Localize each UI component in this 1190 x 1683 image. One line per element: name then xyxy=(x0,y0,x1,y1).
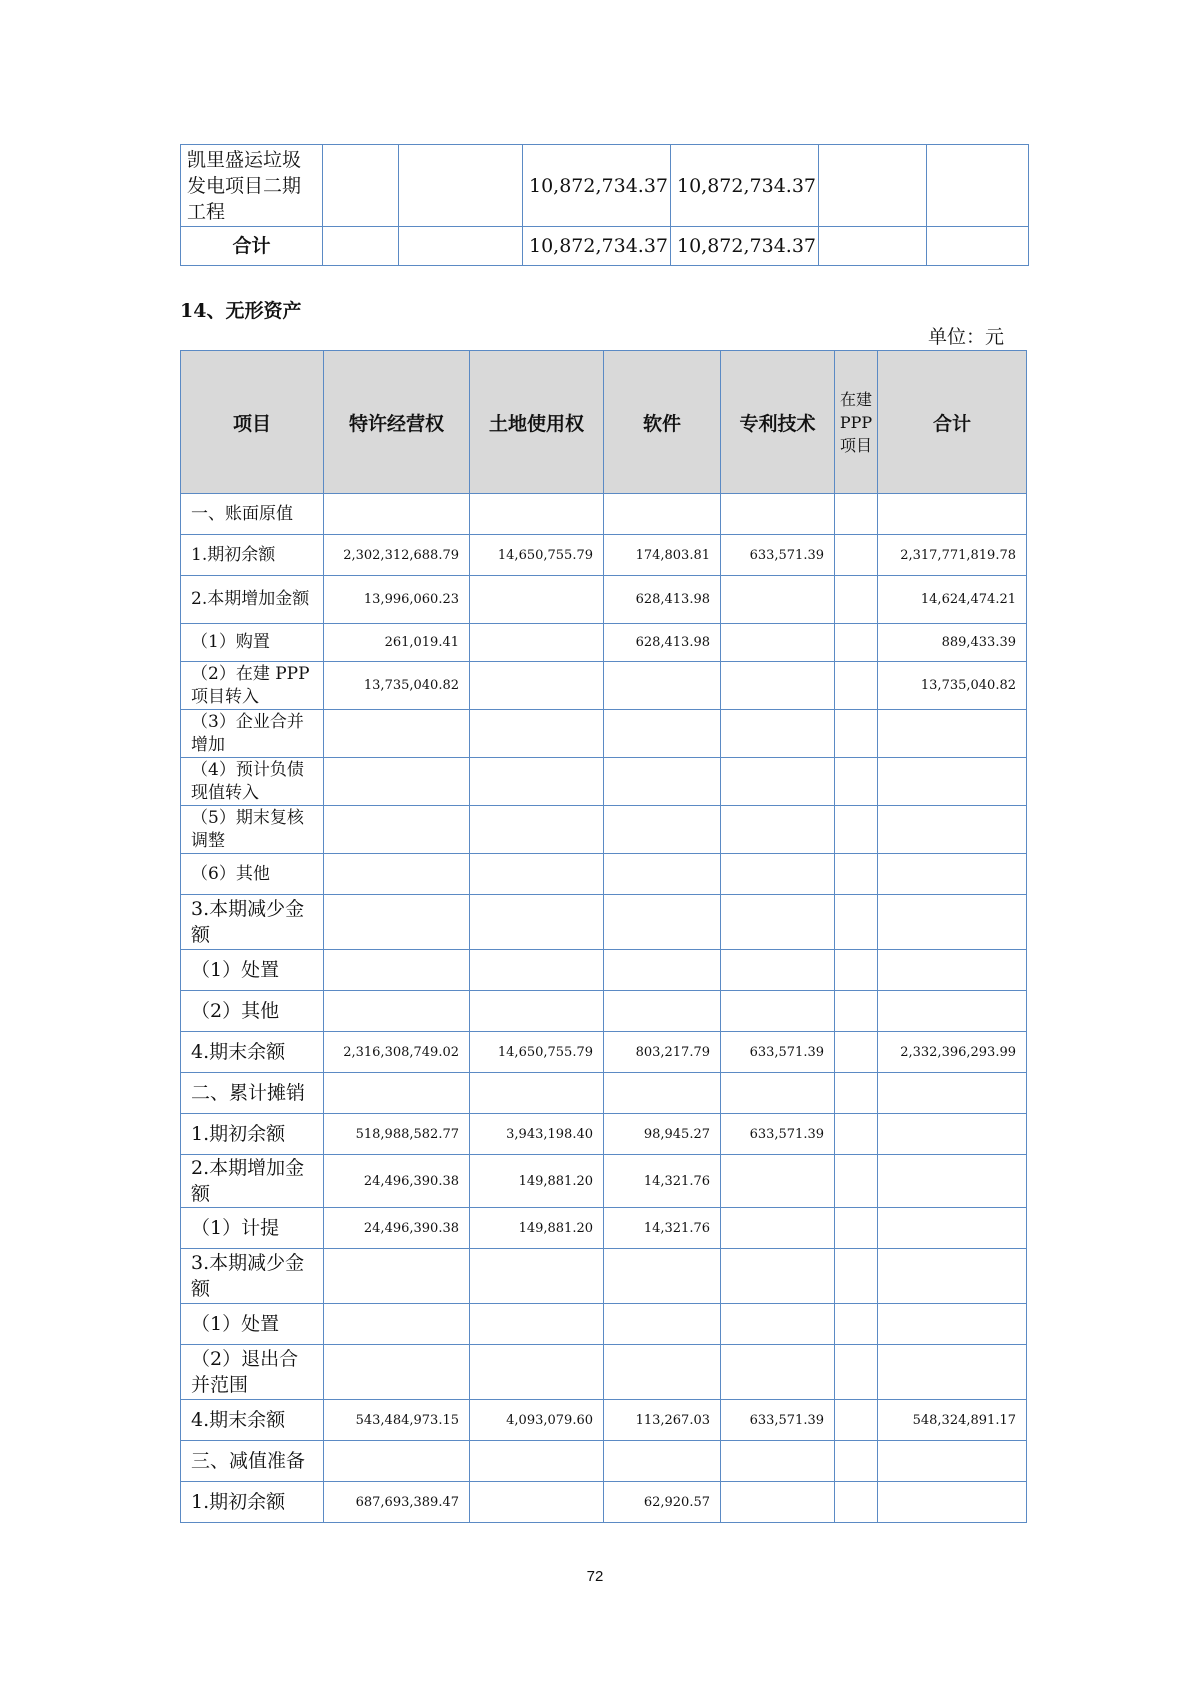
table-row xyxy=(181,494,1027,535)
row-label: （1）购置 xyxy=(181,624,324,662)
row-label: 2.本期增加金额 xyxy=(181,1155,324,1208)
cell-land xyxy=(470,950,604,991)
table-row xyxy=(181,576,1027,624)
cell xyxy=(323,145,399,227)
cell-land xyxy=(470,991,604,1032)
row-label: 一、账面原值 xyxy=(181,494,324,535)
table-row xyxy=(181,895,1027,950)
row-label: （4）预计负债现值转入 xyxy=(181,758,324,806)
cell-software: 113,267.03 xyxy=(604,1400,721,1441)
cell-franchise: 24,496,390.38 xyxy=(324,1155,470,1208)
cell-total xyxy=(878,1304,1027,1345)
cell-total xyxy=(878,895,1027,950)
cell-software: 98,945.27 xyxy=(604,1114,721,1155)
cell-ppp xyxy=(835,1345,878,1400)
cell-ppp xyxy=(835,1304,878,1345)
cell-land xyxy=(470,494,604,535)
cell-software xyxy=(604,710,721,758)
cell-franchise xyxy=(324,1249,470,1304)
cell-franchise: 13,735,040.82 xyxy=(324,662,470,710)
cell-ppp xyxy=(835,895,878,950)
cell-total xyxy=(878,758,1027,806)
cell-patent xyxy=(721,895,835,950)
cell-patent: 633,571.39 xyxy=(721,1400,835,1441)
cell-ppp xyxy=(835,1400,878,1441)
cell-software: 174,803.81 xyxy=(604,535,721,576)
cell-total: 14,624,474.21 xyxy=(878,576,1027,624)
table-row xyxy=(181,1032,1027,1073)
cell-franchise: 261,019.41 xyxy=(324,624,470,662)
construction-in-progress-table xyxy=(180,144,1029,266)
cell-total xyxy=(878,950,1027,991)
cell-patent xyxy=(721,1208,835,1249)
header-item: 项目 xyxy=(181,351,324,494)
cell-franchise xyxy=(324,895,470,950)
cell-patent xyxy=(721,1482,835,1523)
cell-ppp xyxy=(835,806,878,854)
cell-ppp xyxy=(835,662,878,710)
cell-software xyxy=(604,662,721,710)
cell-total xyxy=(878,1073,1027,1114)
cell-land xyxy=(470,624,604,662)
cell-land xyxy=(470,662,604,710)
header-row xyxy=(181,351,1027,494)
cell-franchise xyxy=(324,950,470,991)
cell-patent xyxy=(721,662,835,710)
cell-total xyxy=(878,1482,1027,1523)
table-row xyxy=(181,1155,1027,1208)
cell-total: 548,324,891.17 xyxy=(878,1400,1027,1441)
row-label: 3.本期减少金额 xyxy=(181,895,324,950)
table-row xyxy=(181,1304,1027,1345)
table-row xyxy=(181,1208,1027,1249)
table-row xyxy=(181,710,1027,758)
cell-ppp xyxy=(835,1441,878,1482)
row-label: 三、减值准备 xyxy=(181,1441,324,1482)
cell-patent xyxy=(721,576,835,624)
table-row xyxy=(181,1482,1027,1523)
cell-franchise: 687,693,389.47 xyxy=(324,1482,470,1523)
cell-land: 14,650,755.79 xyxy=(470,1032,604,1073)
cell-total xyxy=(878,991,1027,1032)
cell-total xyxy=(878,854,1027,895)
table-row xyxy=(181,535,1027,576)
table-row xyxy=(181,1345,1027,1400)
row-label: （2）其他 xyxy=(181,991,324,1032)
cell-software xyxy=(604,1249,721,1304)
cell-franchise: 543,484,973.15 xyxy=(324,1400,470,1441)
cell-franchise xyxy=(324,806,470,854)
cell-land: 149,881.20 xyxy=(470,1155,604,1208)
cell-land xyxy=(470,710,604,758)
cell-land xyxy=(470,854,604,895)
cell-land xyxy=(470,895,604,950)
unit-label: 单位：元 xyxy=(928,326,1005,348)
cell xyxy=(927,227,1029,266)
cell-franchise: 24,496,390.38 xyxy=(324,1208,470,1249)
cell-patent xyxy=(721,806,835,854)
cell-ppp xyxy=(835,624,878,662)
cell-land: 4,093,079.60 xyxy=(470,1400,604,1441)
cell-ppp xyxy=(835,991,878,1032)
row-label: （1）处置 xyxy=(181,950,324,991)
table-row xyxy=(181,1073,1027,1114)
cell-patent xyxy=(721,991,835,1032)
cell-franchise xyxy=(324,494,470,535)
cell xyxy=(323,227,399,266)
cell-ppp xyxy=(835,1073,878,1114)
cell-patent: 633,571.39 xyxy=(721,535,835,576)
cell-ppp xyxy=(835,1155,878,1208)
cell xyxy=(399,145,523,227)
row-label: （6）其他 xyxy=(181,854,324,895)
cell-software xyxy=(604,1304,721,1345)
cell-patent xyxy=(721,494,835,535)
cell-patent xyxy=(721,710,835,758)
cell-ppp xyxy=(835,1208,878,1249)
cell-software: 803,217.79 xyxy=(604,1032,721,1073)
cell-franchise xyxy=(324,1441,470,1482)
cell-ppp xyxy=(835,710,878,758)
cell-ppp xyxy=(835,1114,878,1155)
cell-franchise: 2,316,308,749.02 xyxy=(324,1032,470,1073)
table-row xyxy=(181,1441,1027,1482)
cell-software: 628,413.98 xyxy=(604,624,721,662)
cell-patent: 633,571.39 xyxy=(721,1114,835,1155)
cell-patent xyxy=(721,1155,835,1208)
cell-land xyxy=(470,758,604,806)
row-label: 1.期初余额 xyxy=(181,535,324,576)
row-label: （2）退出合并范围 xyxy=(181,1345,324,1400)
cell-software: 62,920.57 xyxy=(604,1482,721,1523)
cell-software: 14,321.76 xyxy=(604,1208,721,1249)
row-label: 1.期初余额 xyxy=(181,1482,324,1523)
table-row xyxy=(181,1249,1027,1304)
cell-patent xyxy=(721,758,835,806)
header-land: 土地使用权 xyxy=(470,351,604,494)
cell-software xyxy=(604,806,721,854)
cell-land: 14,650,755.79 xyxy=(470,535,604,576)
cell-total xyxy=(878,1208,1027,1249)
section-title: 14、无形资产 xyxy=(180,300,302,322)
header-patent: 专利技术 xyxy=(721,351,835,494)
cell-ppp xyxy=(835,576,878,624)
cell: 10,872,734.37 xyxy=(671,145,819,227)
table-row xyxy=(181,854,1027,895)
cell-ppp xyxy=(835,1249,878,1304)
cell-total: 889,433.39 xyxy=(878,624,1027,662)
cell-ppp xyxy=(835,950,878,991)
cell-patent xyxy=(721,1304,835,1345)
cell-software xyxy=(604,854,721,895)
cell-software: 628,413.98 xyxy=(604,576,721,624)
cell-franchise: 13,996,060.23 xyxy=(324,576,470,624)
cell xyxy=(819,227,927,266)
header-franchise: 特许经营权 xyxy=(324,351,470,494)
cell xyxy=(399,227,523,266)
cell-ppp xyxy=(835,1032,878,1073)
table-row xyxy=(181,227,1029,266)
cell-total xyxy=(878,1441,1027,1482)
table-row xyxy=(181,806,1027,854)
table-row xyxy=(181,1114,1027,1155)
cell-total: 2,317,771,819.78 xyxy=(878,535,1027,576)
row-label: （1）计提 xyxy=(181,1208,324,1249)
page-number: 72 xyxy=(586,1568,604,1585)
cell-patent xyxy=(721,1073,835,1114)
cell-total xyxy=(878,710,1027,758)
table-row xyxy=(181,991,1027,1032)
cell-software xyxy=(604,1073,721,1114)
row-label: 1.期初余额 xyxy=(181,1114,324,1155)
cell-total xyxy=(878,806,1027,854)
cell-total xyxy=(878,1114,1027,1155)
cell-franchise xyxy=(324,1345,470,1400)
table-row xyxy=(181,1400,1027,1441)
cell-total xyxy=(878,1155,1027,1208)
row-label: （2）在建 PPP 项目转入 xyxy=(181,662,324,710)
cell-land xyxy=(470,1345,604,1400)
cell-patent xyxy=(721,1249,835,1304)
cell-franchise: 2,302,312,688.79 xyxy=(324,535,470,576)
table-row xyxy=(181,624,1027,662)
header-total: 合计 xyxy=(878,351,1027,494)
cell-software xyxy=(604,1345,721,1400)
cell-software xyxy=(604,758,721,806)
cell-patent: 633,571.39 xyxy=(721,1032,835,1073)
table-row xyxy=(181,950,1027,991)
cell-franchise xyxy=(324,854,470,895)
cell-software xyxy=(604,494,721,535)
cell-software xyxy=(604,950,721,991)
cell-franchise xyxy=(324,758,470,806)
cell-land: 149,881.20 xyxy=(470,1208,604,1249)
cell-patent xyxy=(721,1345,835,1400)
cell-ppp xyxy=(835,535,878,576)
cell-patent xyxy=(721,624,835,662)
cell-patent xyxy=(721,854,835,895)
cell-land xyxy=(470,576,604,624)
cell-patent xyxy=(721,950,835,991)
table-row xyxy=(181,145,1029,227)
cell-software xyxy=(604,1441,721,1482)
cell-franchise xyxy=(324,991,470,1032)
cell-total xyxy=(878,494,1027,535)
cell-total: 2,332,396,293.99 xyxy=(878,1032,1027,1073)
cell-land xyxy=(470,1249,604,1304)
table-row xyxy=(181,758,1027,806)
cell-total xyxy=(878,1249,1027,1304)
row-label: 合计 xyxy=(181,227,323,266)
row-label: 3.本期减少金额 xyxy=(181,1249,324,1304)
cell-software xyxy=(604,991,721,1032)
row-label: 2.本期增加金额 xyxy=(181,576,324,624)
cell-ppp xyxy=(835,758,878,806)
row-label: （1）处置 xyxy=(181,1304,324,1345)
cell-land: 3,943,198.40 xyxy=(470,1114,604,1155)
cell-ppp xyxy=(835,494,878,535)
cell-software: 14,321.76 xyxy=(604,1155,721,1208)
cell-franchise: 518,988,582.77 xyxy=(324,1114,470,1155)
row-label: 二、累计摊销 xyxy=(181,1073,324,1114)
cell xyxy=(927,145,1029,227)
row-label: （5）期末复核调整 xyxy=(181,806,324,854)
cell-land xyxy=(470,1073,604,1114)
cell-total: 13,735,040.82 xyxy=(878,662,1027,710)
cell xyxy=(819,145,927,227)
cell-franchise xyxy=(324,1073,470,1114)
cell-franchise xyxy=(324,710,470,758)
cell: 10,872,734.37 xyxy=(523,145,671,227)
cell-land xyxy=(470,1304,604,1345)
cell-land xyxy=(470,806,604,854)
row-label: 4.期末余额 xyxy=(181,1400,324,1441)
row-label: 凯里盛运垃圾发电项目二期工程 xyxy=(181,145,323,227)
cell-software xyxy=(604,895,721,950)
cell-land xyxy=(470,1482,604,1523)
table-row xyxy=(181,662,1027,710)
cell-total xyxy=(878,1345,1027,1400)
cell: 10,872,734.37 xyxy=(523,227,671,266)
cell-patent xyxy=(721,1441,835,1482)
intangible-assets-table xyxy=(180,350,1027,1523)
cell-franchise xyxy=(324,1304,470,1345)
cell-ppp xyxy=(835,854,878,895)
header-ppp: 在建PPP项目 xyxy=(835,351,878,494)
header-software: 软件 xyxy=(604,351,721,494)
row-label: （3）企业合并增加 xyxy=(181,710,324,758)
cell-ppp xyxy=(835,1482,878,1523)
cell-land xyxy=(470,1441,604,1482)
row-label: 4.期末余额 xyxy=(181,1032,324,1073)
cell: 10,872,734.37 xyxy=(671,227,819,266)
